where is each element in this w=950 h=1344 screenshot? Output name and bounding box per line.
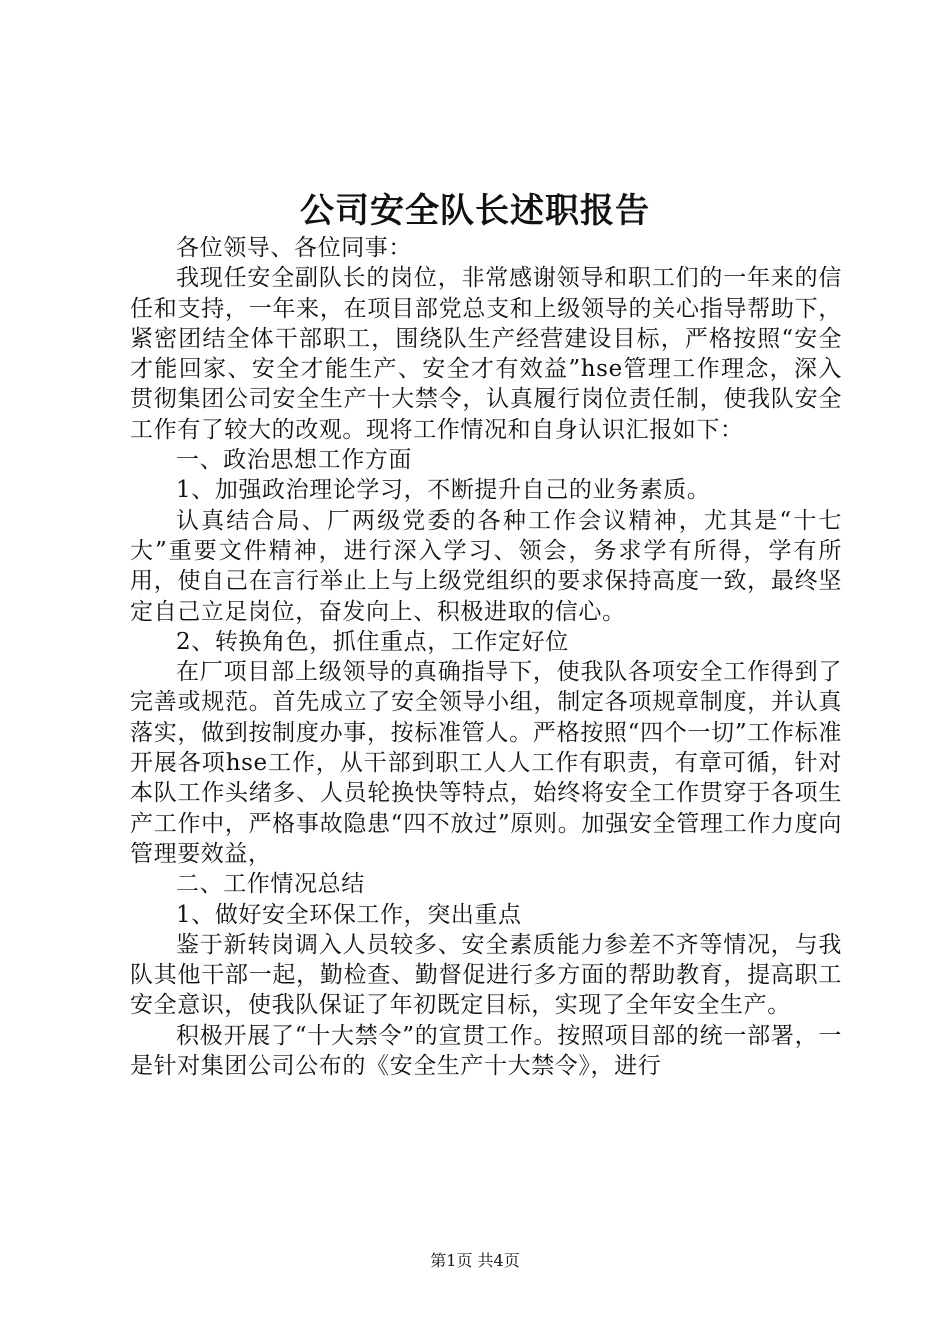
body-paragraph: 认真结合局、厂两级党委的各种工作会议精神，尤其是“十七大”重要文件精神，进行深入学习、领会，务求学有所得，学有所用，使自己在言行举止上与上级党组织的要求保持高度一致，最终坚定自己立足岗位，奋发向上、积极进取的信心。 [130,507,842,625]
page-number-footer: 第1页 共4页 [430,1251,520,1270]
subheading-role: 2、转换角色，抓住重点，工作定好位 [176,628,569,655]
body-paragraph: 鉴于新转岗调入人员较多、安全素质能力参差不齐等情况，与我队其他干部一起，勤检查、勤督促进行多方面的帮助教育，提高职工安全意识，使我队保证了年初既定目标，实现了全年安全生产。 [130,931,842,1019]
intro-paragraph: 我现任安全副队长的岗位，非常感谢领导和职工们的一年来的信任和支持，一年来，在项目部党总支和上级领导的关心指导帮助下，紧密团结全体干部职工，围绕队生产经营建设目标，严格按照“安全才能回家、安全才能生产、安全才有效益”hse管理工作理念，深入贯彻集团公司安全生产十大禁令，认真履行岗位责任制，使我队安全工作有了较大的改观。现将工作情况和自身认识汇报如下： [130,265,842,443]
body-paragraph: 积极开展了“十大禁令”的宣贯工作。按照项目部的统一部署，一是针对集团公司公布的《安全生产十大禁令》，进行 [130,1022,842,1080]
document-body [130,233,842,1081]
document-title: 公司安全队长述职报告 [300,191,650,231]
salutation: 各位领导、各位同事： [176,235,412,261]
body-paragraph: 在厂项目部上级领导的真确指导下，使我队各项安全工作得到了完善或规范。首先成立了安全领导小组，制定各项规章制度，并认真落实，做到按制度办事，按标准管人。严格按照“四个一切”工作标准开展各项hse工作，从干部到职工人人工作有职责，有章可循，针对本队工作头绪多、人员轮换快等特点，始终将安全工作贯穿于各项生产工作中，严格事故隐患“四不放过”原则。加强安全管理工作力度向管理要效益， [130,659,842,867]
subheading-study: 1、加强政治理论学习，不断提升自己的业务素质。 [176,477,711,504]
subheading-safety: 1、做好安全环保工作，突出重点 [176,901,522,928]
section-heading-political: 一、政治思想工作方面 [176,447,412,474]
section-heading-summary: 二、工作情况总结 [176,871,365,898]
